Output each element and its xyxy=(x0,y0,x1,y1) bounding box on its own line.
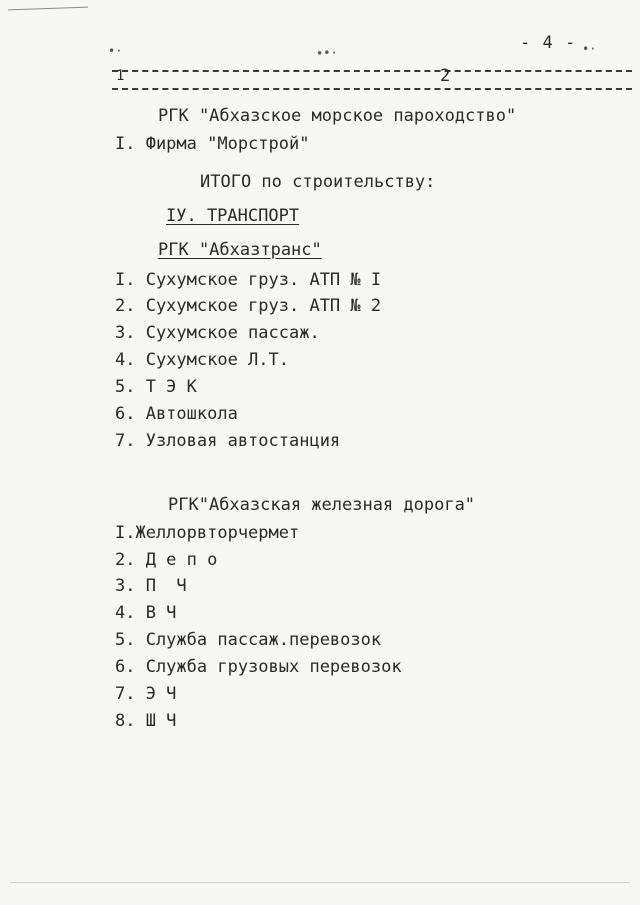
list-item: 7. Э Ч xyxy=(115,684,177,704)
list-item: 4. Сухумское Л.Т. xyxy=(115,350,289,370)
list-item: 6. Служба грузовых перевозок xyxy=(115,657,402,677)
construction-total-label: ИТОГО по строительству: xyxy=(200,172,436,192)
page-number: - 4 - xyxy=(520,33,577,53)
table-header-rule xyxy=(112,70,632,72)
list-item: 3. Сухумское пассаж. xyxy=(115,323,320,343)
list-item: 2. Д е п о xyxy=(115,550,218,570)
margin-scribble: •· xyxy=(582,42,597,56)
list-item: 4. В Ч xyxy=(115,603,177,623)
list-item: I. Фирма "Морстрой" xyxy=(115,134,310,154)
list-item: 3. П Ч xyxy=(115,576,187,596)
list-item: 5. Служба пассаж.перевозок xyxy=(115,630,382,650)
section-title-transport: IУ. ТРАНСПОРТ xyxy=(166,206,300,226)
section-heading-abkhaztrans: РГК "Абхазтранс" xyxy=(158,240,322,260)
list-item: I.Желлорвторчермет xyxy=(115,523,300,543)
margin-scribble: •· xyxy=(108,44,123,58)
list-item: I. Сухумское груз. АТП № I xyxy=(115,270,382,290)
scan-edge-line xyxy=(8,7,88,11)
list-item: 2. Сухумское груз. АТП № 2 xyxy=(115,296,382,316)
list-item: 6. Автошкола xyxy=(115,404,238,424)
section-heading-sea-shipping: РГК "Абхазское морское пароходство" xyxy=(158,106,517,126)
table-header-rule xyxy=(112,88,632,90)
section-heading-railway: РГК"Абхазская железная дорога" xyxy=(168,495,476,515)
column-marker-2: 2 xyxy=(440,66,451,86)
column-marker-1: 1 xyxy=(116,68,125,84)
margin-scribble: ∙•· xyxy=(316,46,338,60)
list-item: 8. Ш Ч xyxy=(115,711,177,731)
scan-edge-line xyxy=(10,882,630,883)
list-item: 7. Узловая автостанция xyxy=(115,431,341,451)
list-item: 5. Т Э К xyxy=(115,377,197,397)
